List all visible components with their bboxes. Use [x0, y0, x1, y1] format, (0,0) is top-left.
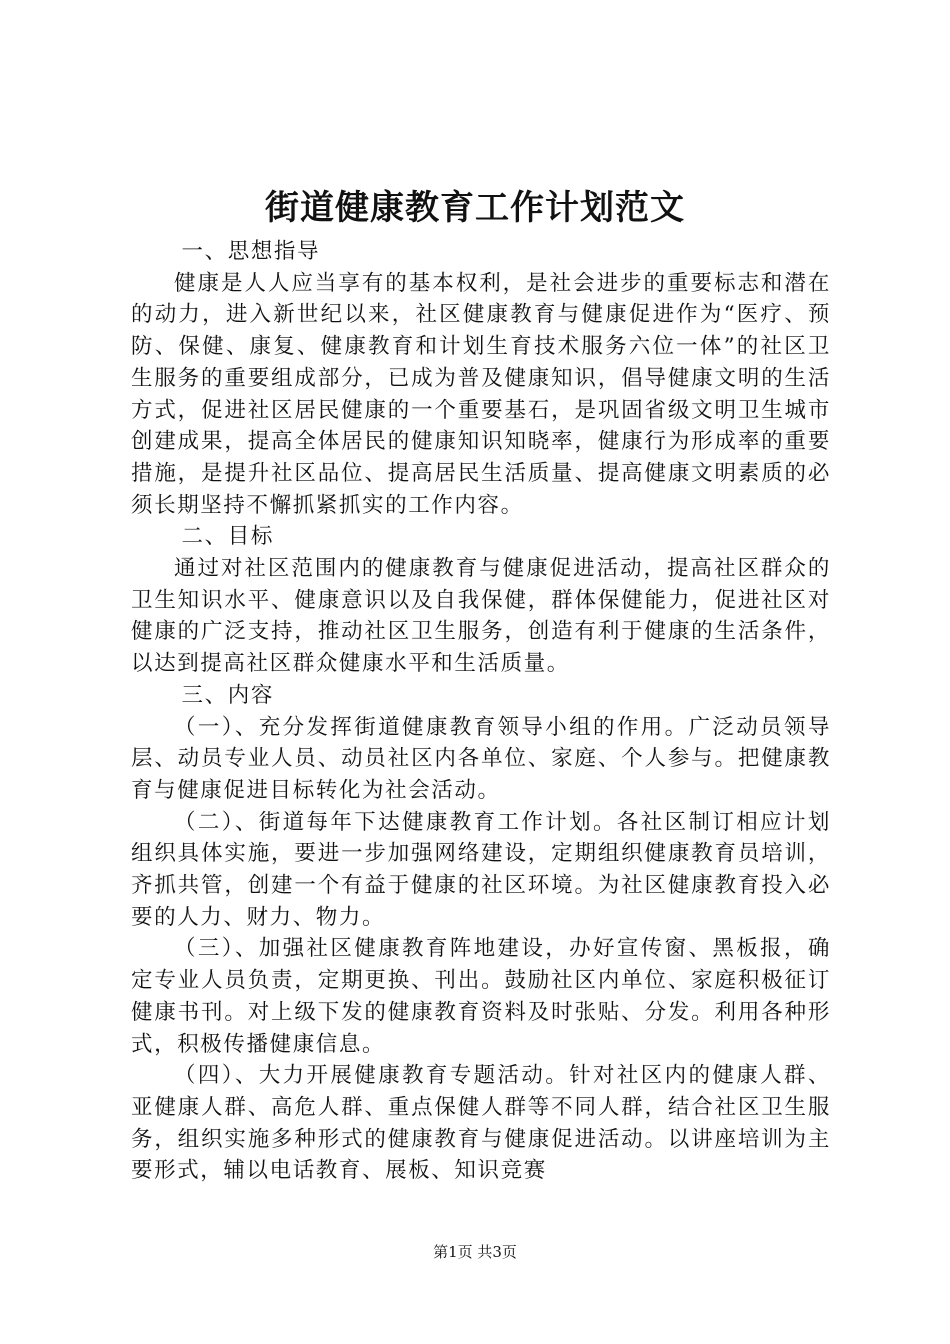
paragraph-content-item-4: （四）、大力开展健康教育专题活动。针对社区内的健康人群、亚健康人群、高危人群、重点保健人群等不同人群，结合社区卫生服务，组织实施多种形式的健康教育与健康促进活动。以讲座培训为主要形式，辅以电话教育、展板、知识竞赛 [131, 1063, 831, 1184]
paragraph-ideology: 健康是人人应当享有的基本权利，是社会进步的重要标志和潜在的动力，进入新世纪以来，社区健康教育与健康促进作为“医疗、预防、保健、康复、健康教育和计划生育技术服务六位一体”的社区卫生服务的重要组成部分，已成为普及健康知识，倡导健康文明的生活方式，促进社区居民健康的一个重要基石，是巩固省级文明卫生城市创建成果，提高全体居民的健康知识知晓率，健康行为形成率的重要措施，是提升社区品位、提高居民生活质量、提高健康文明素质的必须长期坚持不懈抓紧抓实的工作内容。 [131, 270, 831, 518]
section-heading-content: 三、内容 [181, 682, 274, 708]
paragraph-goal: 通过对社区范围内的健康教育与健康促进活动，提高社区群众的卫生知识水平、健康意识以及自我保健，群体保健能力，促进社区对健康的广泛支持，推动社区卫生服务，创造有利于健康的生活条件，以达到提高社区群众健康水平和生活质量。 [131, 556, 831, 677]
section-heading-goal: 二、目标 [181, 524, 274, 550]
page-number-footer: 第1页 共3页 [433, 1243, 517, 1261]
paragraph-content-item-1: （一）、充分发挥街道健康教育领导小组的作用。广泛动员领导层、动员专业人员、动员社区内各单位、家庭、个人参与。把健康教育与健康促进目标转化为社会活动。 [131, 714, 831, 803]
document-title: 街道健康教育工作计划范文 [265, 188, 685, 228]
paragraph-content-item-3: （三）、加强社区健康教育阵地建设，办好宣传窗、黑板报，确定专业人员负责，定期更换、刊出。鼓励社区内单位、家庭积极征订健康书刊。对上级下发的健康教育资料及时张贴、分发。利用各种形式，积极传播健康信息。 [131, 936, 831, 1057]
section-heading-ideology: 一、思想指导 [181, 239, 321, 264]
paragraph-content-item-2: （二）、街道每年下达健康教育工作计划。各社区制订相应计划组织具体实施，要进一步加强网络建设，定期组织健康教育员培训，齐抓共管，创建一个有益于健康的社区环境。为社区健康教育投入必要的人力、财力、物力。 [131, 809, 831, 930]
document-body [131, 236, 831, 1187]
